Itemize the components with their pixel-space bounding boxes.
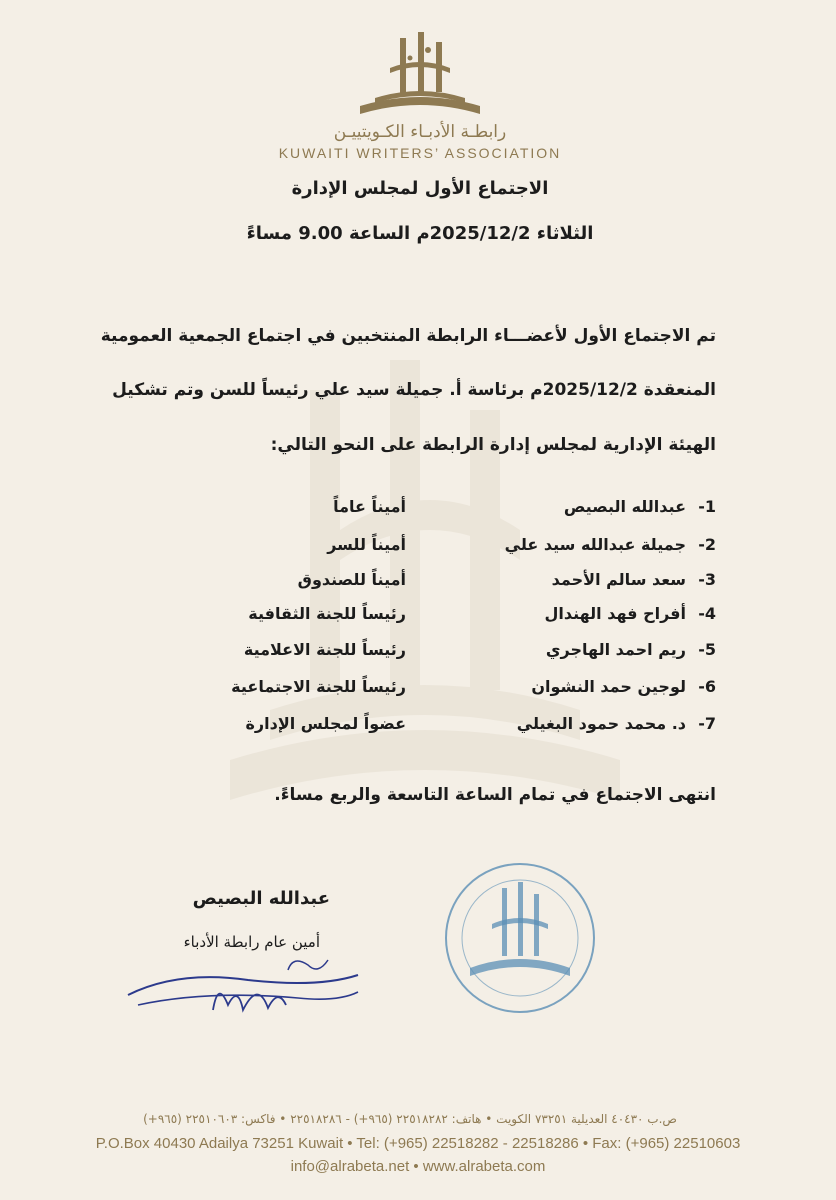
footer-address-arabic: ص.ب ٤٠٤٣٠ العديلية ٧٣٢٥١ الكويت • هاتف: ٢٢٥١٨٢٨٢ (٩٦٥+) - ٢٢٥١٨٢٨٦ • فاكس: ٢٢٥١٠٦٠٣ (٩٦٥+) <box>143 1112 677 1126</box>
intro-line-1: تم الاجتماع الأول لأعضـــاء الرابطة المنتخبين في اجتماع الجمعية العمومية <box>100 326 716 346</box>
intro-line-3: الهيئة الإدارية لمجلس إدارة الرابطة على النحو التالي: <box>270 435 716 455</box>
member-number: 1- <box>698 497 716 516</box>
member-role: رئيساً للجنة الاجتماعية <box>231 677 406 696</box>
closing-statement: انتهى الاجتماع في تمام الساعة التاسعة والربع مساءً. <box>274 785 716 805</box>
member-row <box>0 640 836 666</box>
member-number: 5- <box>698 640 716 659</box>
member-role: عضواً لمجلس الإدارة <box>245 714 406 733</box>
footer-address-english: P.O.Box 40430 Adailya 73251 Kuwait • Tel: (+965) 22518282 - 22518286 • Fax: (+965) 22510603 <box>95 1135 741 1152</box>
signatory-name: عبدالله البصيص <box>192 888 330 909</box>
member-name: سعد سالم الأحمد <box>551 570 686 589</box>
member-name: لوجين حمد النشوان <box>531 677 686 696</box>
meeting-date: الثلاثاء 2025/12/2م الساعة 9.00 مساءً <box>246 223 594 244</box>
member-name: أفراح فهد الهندال <box>544 604 686 623</box>
signatory-title: أمين عام رابطة الأدباء <box>183 933 320 951</box>
member-number: 3- <box>698 570 716 589</box>
member-number: 7- <box>698 714 716 733</box>
member-name: جميلة عبدالله سيد علي <box>504 535 686 554</box>
member-name: عبدالله البصيص <box>563 497 686 516</box>
association-name-english: KUWAITI WRITERS’ ASSOCIATION <box>278 145 562 161</box>
member-name: د. محمد حمود البغيلي <box>516 714 686 733</box>
intro-line-2: المنعقدة 2025/12/2م برئاسة أ. جميلة سيد علي رئيساً للسن وتم تشكيل <box>112 380 716 400</box>
member-role: أميناً للصندوق <box>297 570 406 589</box>
handwritten-signature-icon <box>118 950 368 1030</box>
association-name-arabic: رابطـة الأدبـاء الكـويتييـن <box>333 122 507 142</box>
member-row <box>0 714 836 740</box>
member-number: 2- <box>698 535 716 554</box>
member-row <box>0 497 836 523</box>
association-stamp-icon <box>440 858 600 1018</box>
association-logo-icon <box>340 28 500 128</box>
member-row <box>0 677 836 703</box>
member-role: أميناً عاماً <box>333 497 406 516</box>
member-row <box>0 604 836 630</box>
member-role: رئيساً للجنة الثقافية <box>248 604 406 623</box>
member-number: 4- <box>698 604 716 623</box>
member-row <box>0 570 836 596</box>
member-row <box>0 535 836 561</box>
member-number: 6- <box>698 677 716 696</box>
footer-email-website[interactable]: info@alrabeta.net • www.alrabeta.com <box>290 1158 546 1175</box>
member-name: ريم احمد الهاجري <box>545 640 686 659</box>
document-title: الاجتماع الأول لمجلس الإدارة <box>291 178 549 199</box>
member-role: رئيساً للجنة الاعلامية <box>243 640 406 659</box>
member-role: أميناً للسر <box>327 535 406 554</box>
